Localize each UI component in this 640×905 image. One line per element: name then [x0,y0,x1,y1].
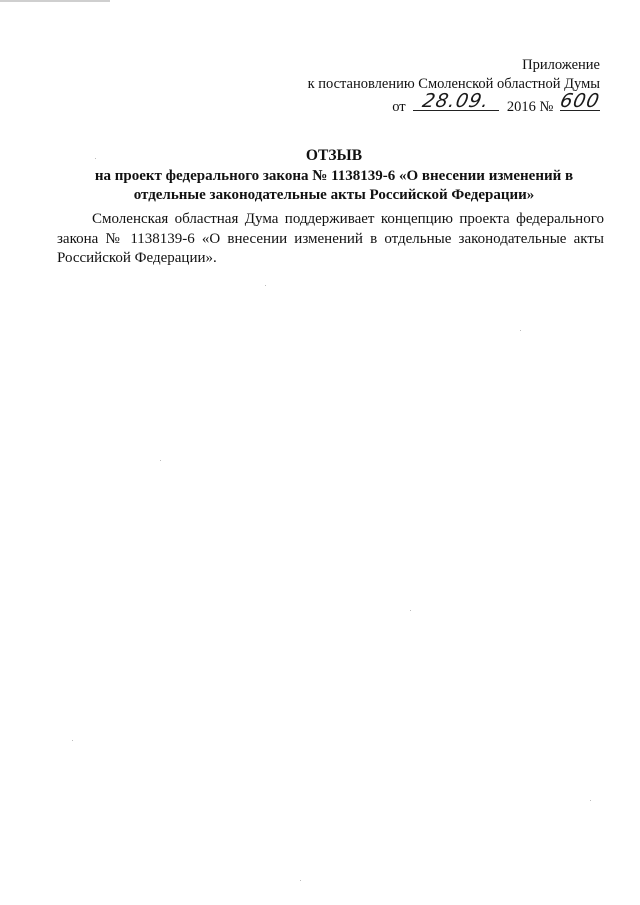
year-and-number-label: 2016 № [506,99,554,115]
scan-speck [520,330,521,331]
scan-edge-mark [0,0,110,2]
body-paragraph: Смоленская областная Дума поддерживает концепцию проекта федерального закона № 1138139-6 «О внесении изменений в отдельные законодательные акты Российской Федерации». [57,211,604,266]
scan-speck [300,880,301,881]
scan-speck [590,800,591,801]
scan-speck [410,610,411,611]
date-blank [413,90,499,112]
scan-speck [160,460,161,461]
appendix-label: Приложение [522,57,600,73]
scan-speck [265,285,266,286]
date-prefix: от [392,99,406,115]
title-heading: ОТЗЫВ [305,147,363,164]
resolution-date-line [308,90,602,117]
handwritten-date: 28.09. [420,90,492,112]
handwritten-number: 600 [558,90,602,112]
number-blank [558,90,602,112]
title-line-1: на проект федерального закона № 1138139-6 «О внесении изменений в [94,168,574,184]
scan-speck [72,740,73,741]
title-line-2: отдельные законодательные акты Российской Федерации» [133,187,535,203]
appendix-header [308,56,600,117]
resolution-reference: к постановлению Смоленской областной Думы [307,76,600,92]
document-title [40,146,628,205]
